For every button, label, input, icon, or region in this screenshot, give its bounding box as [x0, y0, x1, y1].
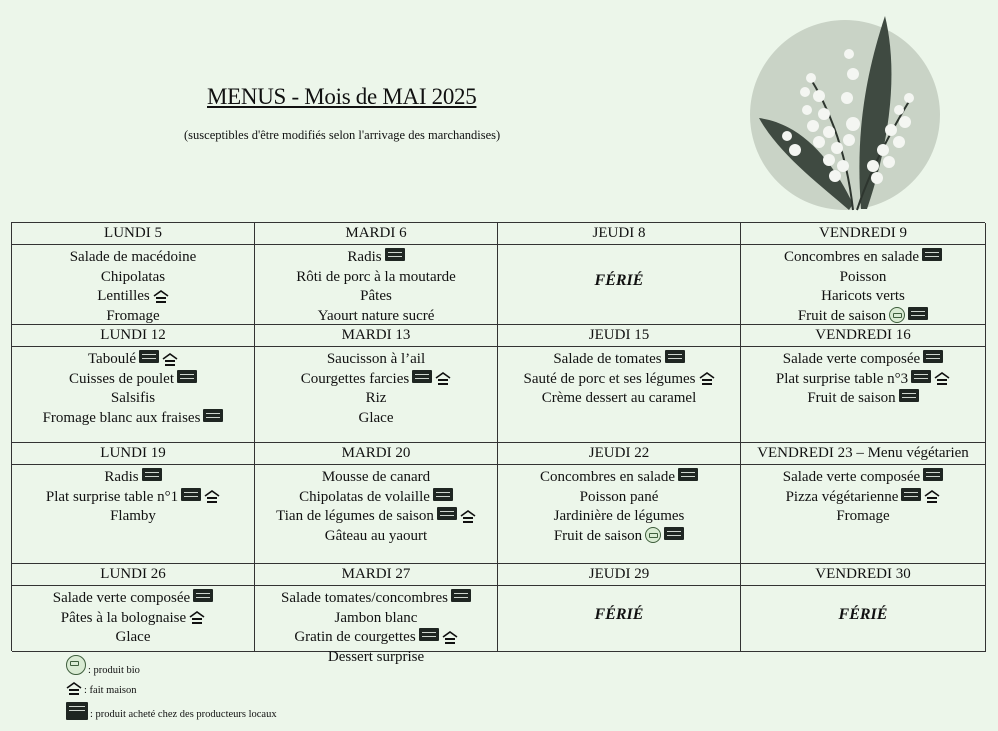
menu-item: [840, 268, 887, 288]
menu-item: [88, 350, 178, 370]
menu-item-label: Pâtes: [360, 288, 392, 304]
menu-item-label: Taboulé: [87, 351, 137, 367]
day-cell: [12, 564, 255, 652]
menu-item-icons: [203, 412, 223, 425]
produit-local-icon: [923, 468, 943, 481]
day-title: LUNDI 5: [12, 223, 254, 245]
day-menu: [12, 245, 254, 326]
menu-item-icons: [189, 611, 205, 625]
menu-item-label: Gâteau au yaourt: [324, 527, 428, 544]
house-icon: [924, 490, 940, 504]
legend-maison-text: : fait maison: [84, 685, 137, 696]
menu-item: [807, 389, 918, 409]
day-title: VENDREDI 9: [741, 223, 985, 245]
menu-item-label: Salade tomates/concombres: [280, 590, 449, 606]
day-menu: [12, 586, 254, 651]
menu-item-label: Yaourt nature sucré: [317, 307, 435, 324]
menu-item-label: Dessert surprise: [327, 648, 425, 665]
menu-item-icons: [412, 372, 451, 386]
legend-local-text: : produit acheté chez des producteurs locaux: [90, 709, 277, 720]
day-cell: [255, 325, 498, 443]
menu-item: [111, 389, 155, 409]
menu-item-icons: [678, 471, 698, 484]
menu-item-icons: [923, 471, 943, 484]
menu-item-icons: [193, 592, 213, 605]
menu-item-label: Riz: [365, 390, 387, 406]
menu-item: [776, 370, 950, 390]
menu-item-label: Radis: [104, 469, 139, 485]
house-icon: [153, 290, 169, 304]
day-cell: [498, 325, 741, 443]
day-cell: [12, 325, 255, 443]
day-title: MARDI 20: [255, 443, 497, 465]
produit-local-icon: [419, 628, 439, 641]
day-menu: [741, 245, 985, 326]
menu-item-label: Jardinière de légumes: [553, 508, 685, 524]
day-title: JEUDI 22: [498, 443, 740, 465]
produit-local-icon: [901, 488, 921, 501]
menu-item-label: Mousse de canard: [321, 469, 431, 485]
holiday-label: FÉRIÉ: [838, 605, 888, 623]
produit-local-icon: [177, 370, 197, 383]
day-cell: [12, 443, 255, 564]
menu-item-label: Salsifis: [110, 390, 156, 406]
day-cell: [255, 443, 498, 564]
menu-item: [301, 370, 451, 390]
menu-item: [69, 370, 197, 390]
menu-item: [318, 307, 435, 327]
menu-item: [276, 507, 476, 527]
menu-item: [553, 350, 684, 370]
menu-item-label: Salade verte composée: [782, 351, 921, 367]
bio-label-icon: [645, 527, 661, 543]
day-title: LUNDI 26: [12, 564, 254, 586]
menu-item-icons: [889, 308, 928, 324]
day-cell: [12, 223, 255, 325]
menu-item: [783, 350, 943, 370]
menu-item: [70, 248, 197, 268]
produit-local-icon: [181, 488, 201, 501]
menu-item: [359, 409, 394, 429]
day-cell: [498, 443, 741, 564]
menu-item: [347, 248, 404, 268]
menu-item: [540, 468, 698, 488]
produit-local-icon: [139, 350, 159, 363]
menu-item: [296, 268, 456, 288]
day-menu: [498, 347, 740, 442]
menu-item-label: Salade de macédoine: [69, 249, 197, 265]
menu-item: [294, 628, 457, 648]
bio-label-icon: [889, 307, 905, 323]
menu-item-label: Fromage: [836, 508, 890, 524]
produit-local-icon: [412, 370, 432, 383]
menu-item: [43, 409, 224, 429]
menu-item-label: Concombres en salade: [784, 249, 919, 265]
house-icon: [934, 372, 950, 386]
menu-item: [46, 488, 220, 508]
menu-item-label: Chipolatas: [100, 268, 166, 285]
menu-item-label: Jambon blanc: [334, 609, 418, 626]
menu-item-icons: [437, 510, 476, 524]
menu-item: [360, 287, 392, 307]
menu-item: [542, 389, 697, 409]
house-icon: [435, 372, 451, 386]
menu-item: [299, 488, 453, 508]
day-menu: [255, 465, 497, 563]
day-menu: [12, 465, 254, 563]
menu-item-icons: [139, 353, 178, 367]
produit-local-icon: [451, 589, 471, 602]
produit-local-icon: [665, 350, 685, 363]
menu-item-icons: [142, 471, 162, 484]
day-cell: [255, 564, 498, 665]
menu-item-icons: [911, 372, 950, 386]
day-cell: [741, 443, 986, 564]
menu-item-label: Glace: [358, 409, 394, 426]
menu-item-label: Salade verte composée: [782, 469, 921, 485]
legend-local: [66, 702, 277, 720]
day-menu: [498, 465, 740, 563]
day-cell: [741, 325, 986, 443]
menu-item-icons: [923, 353, 943, 366]
house-icon: [442, 631, 458, 645]
produit-local-icon: [911, 370, 931, 383]
day-title: MARDI 6: [255, 223, 497, 245]
day-title: MARDI 13: [255, 325, 497, 347]
menu-item: [116, 628, 151, 648]
menu-item: [327, 350, 425, 370]
menu-item-icons: [181, 490, 220, 504]
menu-item: [61, 609, 205, 629]
bio-label-icon: [66, 655, 86, 675]
menu-item-label: Crème dessert au caramel: [541, 390, 697, 406]
menu-item: [104, 468, 161, 488]
day-title: LUNDI 19: [12, 443, 254, 465]
menu-grid: [11, 222, 985, 665]
day-cell: [741, 564, 986, 652]
menu-item-label: Poisson pané: [579, 488, 659, 505]
holiday-label: FÉRIÉ: [594, 271, 644, 289]
menu-item-label: Plat surprise table n°1: [45, 488, 179, 505]
menu-item-label: Salade de tomates: [553, 351, 662, 367]
day-title: LUNDI 12: [12, 325, 254, 347]
menu-item-label: Cuisses de poulet: [69, 370, 174, 387]
day-title: JEUDI 8: [498, 223, 740, 245]
menu-item-label: Radis: [347, 249, 382, 265]
day-menu: [741, 347, 985, 442]
menu-item-icons: [451, 592, 471, 605]
day-title: VENDREDI 30: [741, 564, 985, 586]
menu-item-icons: [699, 372, 715, 386]
menu-item: [580, 488, 659, 508]
menu-item-label: Fruit de saison: [553, 527, 643, 544]
produit-local-icon: [923, 350, 943, 363]
day-cell: [498, 564, 741, 652]
house-icon: [699, 372, 715, 386]
menu-item-label: Salade verte composée: [52, 590, 191, 606]
day-menu: [255, 245, 497, 326]
day-title: VENDREDI 16: [741, 325, 985, 347]
house-icon: [162, 353, 178, 367]
menu-item-label: Tian de légumes de saison: [276, 508, 434, 524]
menu-item: [836, 507, 889, 527]
menu-item: [335, 609, 418, 629]
menu-item-label: Fruit de saison: [807, 390, 896, 406]
menu-item-label: Pâtes à la bolognaise: [60, 609, 187, 626]
legend-bio: [66, 656, 140, 676]
menu-item: [106, 307, 159, 327]
menu-item-label: Saucisson à l’ail: [326, 351, 426, 367]
menu-item-icons: [922, 251, 942, 264]
menu-item-label: Fruit de saison: [797, 307, 887, 324]
menu-item-label: Pizza végétarienne: [785, 488, 899, 505]
menu-item: [554, 527, 684, 547]
menu-item-label: Poisson: [839, 268, 887, 285]
produit-local-icon: [899, 389, 919, 402]
produit-local-icon: [678, 468, 698, 481]
menu-item: [798, 307, 928, 327]
menu-item-label: Glace: [115, 629, 151, 645]
day-title: VENDREDI 23 – Menu végétarien: [741, 443, 985, 465]
day-title: JEUDI 29: [498, 564, 740, 586]
menu-item: [821, 287, 905, 307]
menu-item: [322, 468, 430, 488]
menu-item: [786, 488, 941, 508]
produit-local-icon: [203, 409, 223, 422]
produit-local-icon: [908, 307, 928, 320]
holiday-label: FÉRIÉ: [594, 605, 644, 623]
menu-item-label: Flamby: [110, 508, 156, 524]
menu-item: [784, 248, 942, 268]
legend-maison: [66, 682, 137, 696]
day-menu: [741, 465, 985, 563]
menu-item: [325, 527, 427, 547]
house-icon: [66, 682, 82, 696]
menu-item-label: Gratin de courgettes: [294, 629, 416, 645]
menu-item-icons: [433, 491, 453, 504]
produit-local-icon: [664, 527, 684, 540]
menu-item: [53, 589, 213, 609]
menu-item-icons: [899, 392, 919, 405]
produit-local-icon: [193, 589, 213, 602]
house-icon: [460, 510, 476, 524]
menu-item: [97, 287, 169, 307]
produit-local-icon: [66, 702, 88, 720]
day-cell: [255, 223, 498, 325]
menu-item-icons: [665, 353, 685, 366]
produit-local-icon: [385, 248, 405, 261]
house-icon: [204, 490, 220, 504]
menu-item-label: Sauté de porc et ses légumes: [523, 370, 696, 387]
house-icon: [189, 611, 205, 625]
legend-bio-text: : produit bio: [88, 665, 140, 676]
menu-item-icons: [645, 528, 684, 544]
day-menu: [255, 586, 497, 667]
menu-item: [328, 648, 424, 668]
menu-item-icons: [901, 490, 940, 504]
menu-item-icons: [385, 251, 405, 264]
menu-item: [101, 268, 165, 288]
day-menu: [12, 347, 254, 442]
menu-item: [110, 507, 156, 527]
menu-item-icons: [177, 373, 197, 386]
menu-item: [366, 389, 387, 409]
produit-local-icon: [437, 507, 457, 520]
menu-item-label: Plat surprise table n°3: [775, 370, 909, 387]
menu-item: [281, 589, 471, 609]
day-cell: [741, 223, 986, 325]
page-subtitle: (susceptibles d'être modifiés selon l'arrivage des marchandises): [184, 128, 501, 142]
menu-item: [783, 468, 943, 488]
day-title: MARDI 27: [255, 564, 497, 586]
menu-item-label: Lentilles: [97, 288, 150, 304]
menu-item-label: Courgettes farcies: [300, 370, 410, 387]
day-menu: [255, 347, 497, 442]
menu-item-icons: [153, 290, 169, 304]
produit-local-icon: [922, 248, 942, 261]
menu-item: [554, 507, 685, 527]
produit-local-icon: [142, 468, 162, 481]
page-title: MENUS - Mois de MAI 2025: [207, 84, 477, 109]
menu-item-label: Concombres en salade: [540, 469, 675, 485]
menu-item-label: Rôti de porc à la moutarde: [296, 268, 456, 285]
lily-of-the-valley-illustration: [749, 14, 942, 217]
menu-item-label: Haricots verts: [821, 288, 905, 304]
menu-item-label: Fromage: [106, 307, 160, 324]
menu-item-label: Fromage blanc aux fraises: [42, 409, 201, 426]
produit-local-icon: [433, 488, 453, 501]
menu-item-icons: [419, 631, 458, 645]
menu-item: [523, 370, 714, 390]
menu-item-label: Chipolatas de volaille: [299, 488, 430, 505]
day-title: JEUDI 15: [498, 325, 740, 347]
day-cell: [498, 223, 741, 325]
